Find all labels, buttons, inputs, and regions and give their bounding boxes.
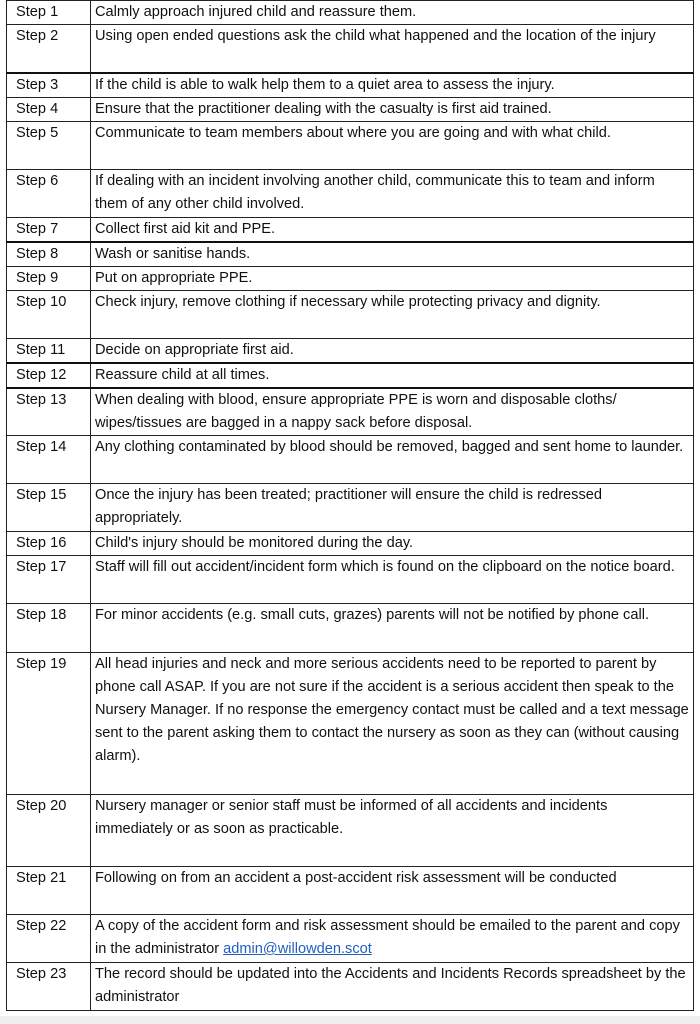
step-number: Step 13 <box>7 388 91 436</box>
step-description: Reassure child at all times. <box>91 363 694 388</box>
step-number: Step 20 <box>7 795 91 867</box>
step-description: Once the injury has been treated; practitioner will ensure the child is redressed appropriately. <box>91 484 694 532</box>
table-row <box>7 963 694 1011</box>
step-number: Step 7 <box>7 217 91 242</box>
step-number: Step 11 <box>7 338 91 363</box>
step-description: Put on appropriate PPE. <box>91 266 694 290</box>
step-number: Step 1 <box>7 1 91 25</box>
step-description: Ensure that the practitioner dealing with the casualty is first aid trained. <box>91 97 694 121</box>
step-number: Step 5 <box>7 121 91 169</box>
step-number: Step 8 <box>7 242 91 267</box>
step-description: Any clothing contaminated by blood should be removed, bagged and sent home to launder. <box>91 436 694 484</box>
step-number: Step 21 <box>7 867 91 915</box>
step-number: Step 14 <box>7 436 91 484</box>
step-description <box>91 915 694 963</box>
table-row <box>7 290 694 338</box>
table-row <box>7 484 694 532</box>
table-row <box>7 217 694 242</box>
step-number: Step 12 <box>7 363 91 388</box>
page-bottom-strip <box>0 1016 700 1024</box>
table-row <box>7 169 694 217</box>
step-description: When dealing with blood, ensure appropriate PPE is worn and disposable cloths/ wipes/tissues are bagged in a nappy sack before disposal. <box>91 388 694 436</box>
step-description: The record should be updated into the Accidents and Incidents Records spreadsheet by the administrator <box>91 963 694 1011</box>
step-number: Step 18 <box>7 604 91 653</box>
table-row <box>7 604 694 653</box>
step-number: Step 17 <box>7 556 91 604</box>
table-row <box>7 73 694 98</box>
step-description: Staff will fill out accident/incident form which is found on the clipboard on the notice board. <box>91 556 694 604</box>
step-description: Using open ended questions ask the child what happened and the location of the injury <box>91 25 694 73</box>
table-row <box>7 867 694 915</box>
table-row <box>7 242 694 267</box>
table-row <box>7 556 694 604</box>
step-number: Step 16 <box>7 532 91 556</box>
step-number: Step 6 <box>7 169 91 217</box>
table-row <box>7 915 694 963</box>
table-row <box>7 653 694 795</box>
step-description: Calmly approach injured child and reassure them. <box>91 1 694 25</box>
table-row <box>7 338 694 363</box>
step-description: If dealing with an incident involving another child, communicate this to team and inform them of any other child involved. <box>91 169 694 217</box>
step-description: For minor accidents (e.g. small cuts, grazes) parents will not be notified by phone call. <box>91 604 694 653</box>
step-description-text: A copy of the accident form and risk assessment should be emailed to the parent and copy in the administrator <box>95 918 680 957</box>
step-description: If the child is able to walk help them to a quiet area to assess the injury. <box>91 73 694 98</box>
step-number: Step 19 <box>7 653 91 795</box>
step-description: Check injury, remove clothing if necessary while protecting privacy and dignity. <box>91 290 694 338</box>
step-description: Communicate to team members about where you are going and with what child. <box>91 121 694 169</box>
table-row <box>7 532 694 556</box>
step-description: Child's injury should be monitored during the day. <box>91 532 694 556</box>
step-description: Wash or sanitise hands. <box>91 242 694 267</box>
step-number: Step 23 <box>7 963 91 1011</box>
step-number: Step 4 <box>7 97 91 121</box>
admin-email-link[interactable]: admin@willowden.scot <box>223 941 372 957</box>
step-number: Step 15 <box>7 484 91 532</box>
step-number: Step 3 <box>7 73 91 98</box>
step-number: Step 22 <box>7 915 91 963</box>
table-row <box>7 436 694 484</box>
step-description: Collect first aid kit and PPE. <box>91 217 694 242</box>
step-number: Step 10 <box>7 290 91 338</box>
step-description: Following on from an accident a post-accident risk assessment will be conducted <box>91 867 694 915</box>
table-row <box>7 388 694 436</box>
table-row <box>7 1 694 25</box>
table-row <box>7 795 694 867</box>
table-row <box>7 266 694 290</box>
procedure-steps-table <box>6 0 694 1011</box>
step-number: Step 9 <box>7 266 91 290</box>
step-description: Decide on appropriate first aid. <box>91 338 694 363</box>
step-description: Nursery manager or senior staff must be informed of all accidents and incidents immediately or as soon as practicable. <box>91 795 694 867</box>
table-row <box>7 121 694 169</box>
step-description: All head injuries and neck and more serious accidents need to be reported to parent by phone call ASAP. If you are not sure if the accident is a serious accident then speak to the Nursery Manager. If no response the emergency contact must be called and a text message sent to the parent asking them to contact the nursery as soon as they can (without causing alarm). <box>91 653 694 795</box>
table-row <box>7 25 694 73</box>
table-row <box>7 363 694 388</box>
step-number: Step 2 <box>7 25 91 73</box>
table-row <box>7 97 694 121</box>
